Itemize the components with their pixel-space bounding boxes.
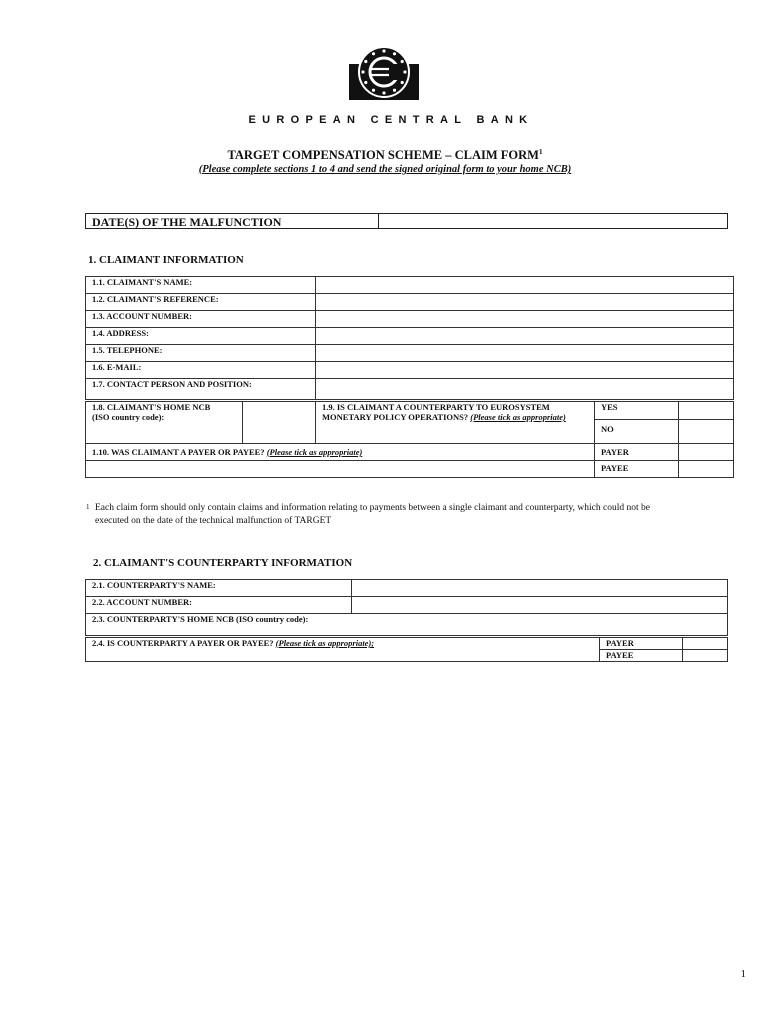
home-ncb-subtitle: (ISO country code): (92, 412, 165, 422)
field-label: 1.4. ADDRESS: (86, 328, 316, 345)
email-field[interactable] (316, 362, 734, 379)
field-label: 1.7. CONTACT PERSON AND POSITION: (86, 379, 316, 400)
field-label: 1.1. CLAIMANT'S NAME: (86, 277, 316, 294)
field-label: 1.5. TELEPHONE: (86, 345, 316, 362)
home-ncb-title: 1.8. CLAIMANT'S HOME NCB (92, 402, 211, 412)
page-number: 1 (740, 968, 746, 980)
field-label: 2.2. ACCOUNT NUMBER: (86, 597, 352, 614)
malfunction-date-row (85, 213, 728, 229)
payer-label: PAYER (595, 444, 679, 461)
payee-checkbox[interactable] (683, 650, 728, 662)
footnote-text (95, 502, 735, 528)
field-label: 2.1. COUNTERPARTY'S NAME: (86, 580, 352, 597)
payer-label: PAYER (600, 638, 683, 650)
payer-payee-question-text: 1.10. WAS CLAIMANT A PAYER OR PAYEE? (92, 447, 265, 457)
payee-checkbox[interactable] (679, 461, 734, 478)
section1-heading: 1. CLAIMANT INFORMATION (88, 254, 244, 266)
malfunction-date-label: DATE(S) OF THE MALFUNCTION (92, 215, 282, 229)
footnote-marker: 1 (538, 148, 543, 156)
empty-cell (86, 461, 595, 478)
payer-payee-question (86, 444, 595, 461)
counterparty-role-table (85, 637, 728, 662)
form-subtitle: (Please complete sections 1 to 4 and send the signed original form to your home NCB) (198, 164, 572, 175)
counterparty-question (316, 402, 595, 444)
no-label: NO (595, 420, 679, 444)
form-title-text: TARGET COMPENSATION SCHEME – CLAIM FORM (227, 148, 539, 163)
claimant-info-table (85, 276, 734, 400)
tick-note: (Please tick as appropriate); (275, 638, 375, 648)
footnote-line: executed on the date of the technical malfunction of TARGET (95, 516, 332, 526)
malfunction-date-field[interactable] (379, 214, 727, 228)
ecb-logo (349, 44, 419, 100)
payer-checkbox[interactable] (679, 444, 734, 461)
account-number-field[interactable] (316, 311, 734, 328)
tick-note: (Please tick as appropriate) (266, 447, 363, 457)
home-ncb-label (86, 402, 243, 444)
yes-label: YES (595, 402, 679, 420)
footnote-number: 1 (86, 503, 90, 511)
counterparty-question-text: 1.9. IS CLAIMANT A COUNTERPARTY TO EUROSYSTEM MONETARY POLICY OPERATIONS? (322, 402, 550, 422)
field-label: 1.2. CLAIMANT'S REFERENCE: (86, 294, 316, 311)
tick-note: (Please tick as appropriate) (470, 412, 566, 422)
claimant-reference-field[interactable] (316, 294, 734, 311)
footnote-line: Each claim form should only contain claims and information relating to payments between a single claimant and counterparty, which could not be (95, 503, 650, 513)
yes-checkbox[interactable] (679, 402, 734, 420)
bank-name: EUROPEAN CENTRAL BANK (248, 114, 534, 126)
section2-heading: 2. CLAIMANT'S COUNTERPARTY INFORMATION (93, 557, 353, 569)
claimant-name-field[interactable] (316, 277, 734, 294)
field-label: 1.3. ACCOUNT NUMBER: (86, 311, 316, 328)
address-field[interactable] (316, 328, 734, 345)
counterparty-payer-payee-text: 2.4. IS COUNTERPARTY A PAYER OR PAYEE? (92, 638, 274, 648)
counterparty-payer-payee-question (86, 638, 600, 662)
payee-label: PAYEE (595, 461, 679, 478)
payee-label: PAYEE (600, 650, 683, 662)
counterparty-name-field[interactable] (352, 580, 728, 597)
counterparty-info-table (85, 579, 728, 636)
payer-checkbox[interactable] (683, 638, 728, 650)
no-checkbox[interactable] (679, 420, 734, 444)
home-ncb-field[interactable] (243, 402, 316, 444)
field-label: 1.6. E-MAIL: (86, 362, 316, 379)
counterparty-account-field[interactable] (352, 597, 728, 614)
claimant-status-table (85, 401, 734, 478)
field-label: 2.3. COUNTERPARTY'S HOME NCB (ISO country code): (86, 614, 728, 636)
form-title (0, 148, 770, 163)
telephone-field[interactable] (316, 345, 734, 362)
contact-person-field[interactable] (316, 379, 734, 400)
